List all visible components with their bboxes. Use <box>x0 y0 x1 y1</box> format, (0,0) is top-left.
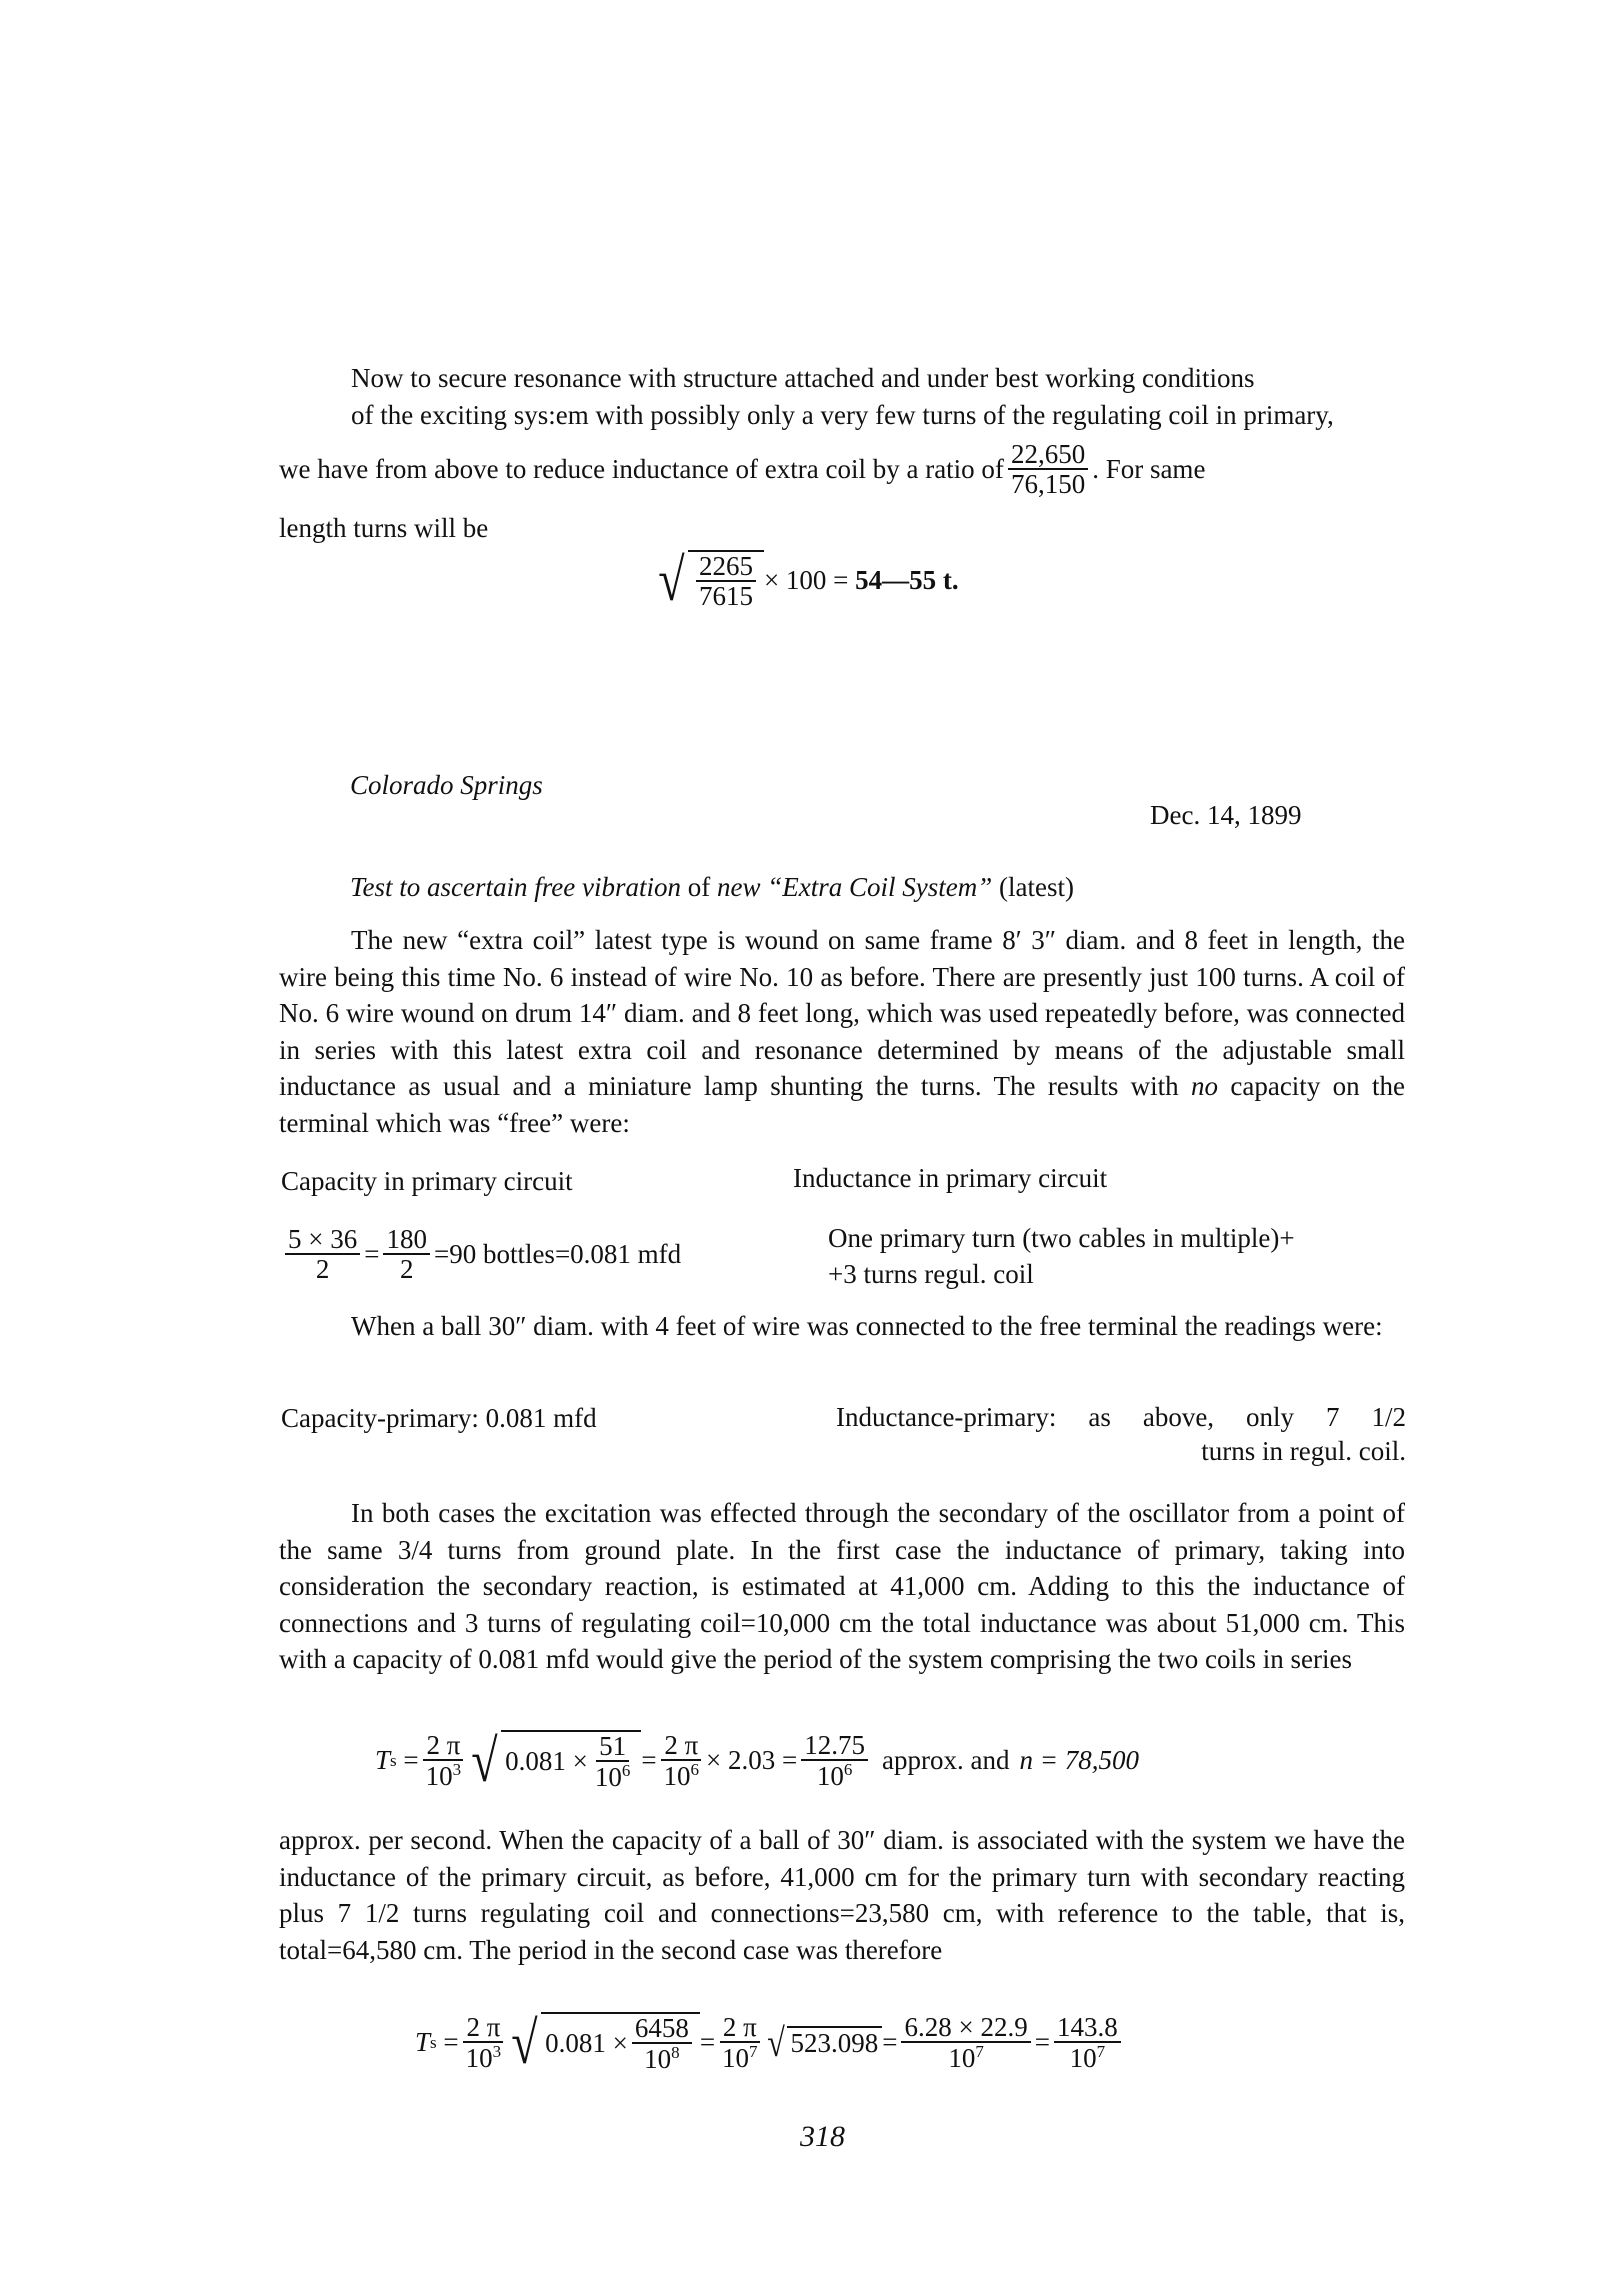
sqrt-symbol: √ <box>658 547 685 614</box>
sqrt-symbol: √ <box>766 2019 785 2065</box>
exponent: 3 <box>452 1760 462 1780</box>
numerator: 5 × 36 <box>285 1225 360 1255</box>
equation-turns <box>655 547 959 614</box>
base: 10 <box>816 1761 844 1792</box>
text: approx. and <box>882 1745 1010 1776</box>
capacity-primary: Capacity-primary: 0.081 mfd <box>281 1403 597 1433</box>
sqrt-symbol: √ <box>471 1727 498 1794</box>
inductance-value <box>828 1220 1295 1292</box>
text: 0.081 × <box>545 2028 628 2059</box>
base: 10 <box>465 2043 493 2074</box>
text-line: of the exciting sys:em with possibly only a very few turns of the regulating coil in primary, <box>351 399 1334 430</box>
base: 10 <box>722 2043 750 2074</box>
text-line: length turns will be <box>279 513 489 543</box>
exponent: 7 <box>1096 2042 1106 2062</box>
numerator: 22,650 <box>1008 440 1088 470</box>
text: The new “extra coil” latest type is wound on same frame 8′ 3″ diam. and 8 feet in length, the wire being this time No. 6 instead of wire No. 10 as before. There are presently just 100 turns. A coil of No. 6 wire wound on drum 14″ diam. and 8 feet long, which was used repeatedly before, was connected in series with this latest extra coil and resonance determined by means of the adjustable small inductance as usual and a miniature lamp shunting the turns. The results with <box>279 925 1405 1101</box>
paragraph-second-case: approx. per second. When the capacity of a ball of 30″ diam. is associated with the system we have the inductance of the primary circuit, as before, 41,000 cm for the primary turn with secondary reacting plus 7 1/2 turns regulating coil and connections=23,580 cm, with reference to the table, that is, total=64,580 cm. The period in the second case was therefore <box>279 1825 1405 1965</box>
numerator: 51 <box>596 1732 629 1762</box>
sqrt-symbol: √ <box>511 2009 538 2076</box>
exponent: 3 <box>492 2042 502 2062</box>
paragraph-extra-coil <box>279 922 1405 1141</box>
text-line: turns in regul. coil. <box>1201 1436 1406 1466</box>
base: 10 <box>644 2044 672 2075</box>
heading-part: Test to ascertain free vibration <box>350 872 681 902</box>
numerator: 6.28 × 22.9 <box>901 2013 1030 2043</box>
text: 523.098 <box>787 2026 883 2059</box>
base: 10 <box>1069 2043 1097 2074</box>
exponent: 7 <box>975 2042 984 2062</box>
base: 10 <box>425 1761 453 1792</box>
symbol: T <box>415 2027 431 2058</box>
paragraph-excitation: In both cases the excitation was effected through the secondary of the oscillator from a point of the same 3/4 turns from ground plate. In the first case the inductance of primary, taking into consideration the secondary reaction, is estimated at 41,000 cm. Adding to this the inductance of connections and 3 turns of regulating coil=10,000 cm the total inductance was about 51,000 cm. This with a capacity of 0.081 mfd would give the period of the system comprising the two coils in series <box>279 1498 1405 1674</box>
page-number: 318 <box>800 2120 845 2153</box>
equation-period-1: T s = $\frac{2 \pi}{10^3}$ √ 0.081 × $\frac{51}{10^6}$ = $\frac{2 \pi}{10^6}$ × 2.03 = $\frac{12.75}{10^6}$ approx. and n = 78,500 <box>375 1727 1139 1794</box>
numerator: 2 π <box>720 2013 760 2043</box>
place: Colorado Springs <box>350 770 543 800</box>
exponent: 6 <box>621 1761 631 1781</box>
exponent: 8 <box>671 2043 680 2063</box>
result: 54—55 t. <box>855 564 959 595</box>
inductance-primary <box>836 1400 1406 1468</box>
numerator: 143.8 <box>1054 2013 1121 2043</box>
text: we have from above to reduce inductance of extra coil by a ratio of <box>279 453 1004 484</box>
paragraph-intro <box>279 360 1405 433</box>
text: × 2.03 = <box>706 1745 798 1776</box>
exponent: 7 <box>749 2042 758 2062</box>
text: 0.081 × <box>505 1746 588 1777</box>
heading-part: new “Extra Coil System” <box>717 872 993 902</box>
ratio-line <box>279 440 1405 499</box>
ratio-fraction <box>1008 440 1088 499</box>
base: 10 <box>663 1761 691 1792</box>
text-line: One primary turn (two cables in multiple)+ <box>828 1223 1295 1253</box>
numerator: 12.75 <box>801 1731 868 1761</box>
numerator: 2 π <box>423 1731 463 1761</box>
numerator: 2265 <box>696 552 756 582</box>
denominator: 2 <box>315 1254 330 1285</box>
col-head-inductance: Inductance in primary circuit <box>793 1163 1108 1193</box>
capacity-equation: $\frac{5 \times 36}{2}$ = $\frac{180}{2}$ =90 bottles=0.081 mfd <box>281 1225 681 1284</box>
base: 10 <box>594 1762 622 1793</box>
numerator: 2 π <box>463 2013 503 2043</box>
subscript: s <box>430 2032 437 2052</box>
text-line: +3 turns regul. coil <box>828 1259 1034 1289</box>
frequency: n = 78,500 <box>1019 1745 1139 1776</box>
paragraph-ball: When a ball 30″ diam. with 4 feet of wire was connected to the free terminal the readings were: <box>351 1311 1383 1341</box>
denominator: 7615 <box>698 581 753 612</box>
text: =90 bottles=0.081 mfd <box>433 1238 682 1269</box>
denominator: 2 <box>399 1254 414 1285</box>
text: × 100 = <box>763 564 856 595</box>
heading-part: (latest) <box>992 872 1074 902</box>
base: 10 <box>948 2043 976 2074</box>
numerator: 6458 <box>632 2014 692 2044</box>
numerator: 2 π <box>661 1731 701 1761</box>
text: capacity on the terminal which was “free” were: <box>279 1071 1405 1138</box>
col-head-capacity: Capacity in primary circuit <box>281 1166 573 1196</box>
exponent: 6 <box>843 1760 853 1780</box>
symbol: T <box>375 1745 391 1776</box>
text-line: Now to secure resonance with structure attached and under best working conditions <box>351 363 1255 393</box>
text: no <box>1191 1071 1219 1101</box>
text: . For same <box>1092 453 1206 484</box>
numerator: 180 <box>383 1225 430 1255</box>
text-line: Inductance-primary: as above, only 7 1/2 <box>836 1402 1406 1432</box>
section-heading <box>350 872 1074 903</box>
heading-part: of <box>681 872 717 902</box>
exponent: 6 <box>690 1760 700 1780</box>
subscript: s <box>390 1750 397 1770</box>
date: Dec. 14, 1899 <box>1150 800 1302 830</box>
equation-period-2: T s = $\frac{2 \pi}{10^3}$ √ 0.081 × $\frac{6458}{10^8}$ = $\frac{2 \pi}{10^7}$ √ 523.098 = $\frac{6.28 \times 22.9}{10^7}$ = $\frac{143.8}{10^7}$ <box>415 2012 1125 2074</box>
denominator: 76,150 <box>1010 469 1086 500</box>
